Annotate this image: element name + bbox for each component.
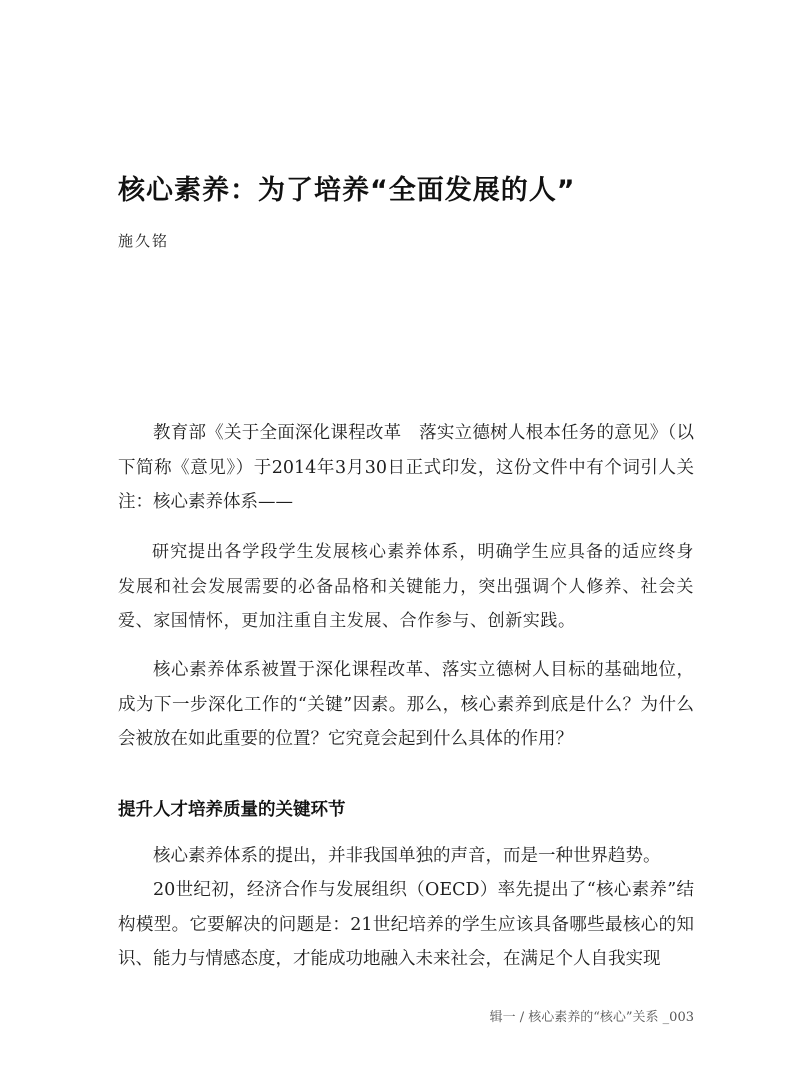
- section-heading: 提升人才培养质量的关键环节: [118, 799, 346, 820]
- article-title: 核心素养：为了培养“全面发展的人”: [118, 175, 576, 207]
- body-paragraph: 核心素养体系被置于深化课程改革、落实立德树人目标的基础地位，成为下一步深化工作的“关键”因素。那么，核心素养到底是什么？为什么会被放在如此重要的位置？它究竟会起到什么具体的作用？: [118, 660, 694, 749]
- intro-paragraph: 教育部《关于全面深化课程改革 落实立德树人根本任务的意见》（以下简称《意见》）于2014年3月30日正式印发，这份文件中有个词引人关注：核心素养体系——: [118, 423, 694, 512]
- author-name: 施久铭: [118, 232, 170, 250]
- section-paragraph: 核心素养体系的提出，并非我国单独的声音，而是一种世界趋势。: [153, 846, 661, 866]
- page-footer: 辑一 / 核心素养的“核心”关系 _003: [489, 1010, 694, 1025]
- quoted-passage: 研究提出各学段学生发展核心素养体系，明确学生应具备的适应终身发展和社会发展需要的必备品格和关键能力，突出强调个人修养、社会关爱、家国情怀，更加注重自主发展、合作参与、创新实践。: [118, 542, 694, 631]
- section-paragraph: 20世纪初，经济合作与发展组织（OECD）率先提出了“核心素养”结构模型。它要解决的问题是：21世纪培养的学生应该具备哪些最核心的知识、能力与情感态度，才能成功地融入未来社会，在满足个人自我实现: [118, 880, 694, 969]
